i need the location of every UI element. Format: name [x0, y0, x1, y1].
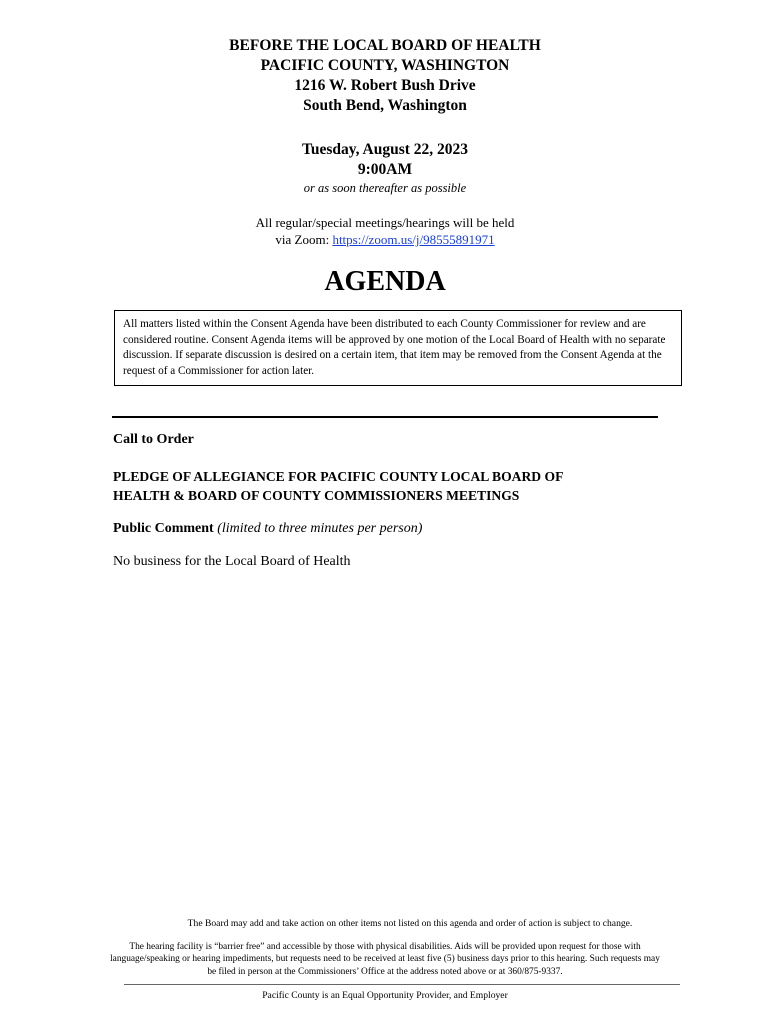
meeting-soon-note: or as soon thereafter as possible	[303, 181, 467, 195]
consent-agenda-box: All matters listed within the Consent Agenda have been distributed to each County Commissioner for review and are considered routine. Consent Agenda items will be approved by one motion of the Local Board of Health with no separate discussion. If separate discussion is desired on a certain item, that item may be removed from the Consent Agenda at the request of a Commissioner for action later.	[114, 310, 682, 386]
footer-divider	[124, 984, 680, 985]
pledge-line-1: PLEDGE OF ALLEGIANCE FOR PACIFIC COUNTY LOCAL BOARD OF	[113, 469, 564, 484]
agenda-title: AGENDA	[324, 266, 446, 297]
public-comment	[113, 520, 422, 538]
header-line-3: 1216 W. Robert Bush Drive	[294, 77, 476, 94]
document-header	[0, 36, 770, 116]
zoom-info	[0, 214, 770, 248]
meeting-datetime	[0, 140, 770, 180]
pledge-heading	[113, 467, 673, 505]
section-divider	[112, 416, 658, 418]
public-comment-note: (limited to three minutes per person)	[217, 521, 423, 536]
board-note: The Board may add and take action on other items not listed on this agenda and order of action is subject to change.	[187, 918, 633, 929]
call-to-order: Call to Order	[113, 432, 194, 447]
held-line: All regular/special meetings/hearings will be held	[255, 215, 515, 230]
zoom-prefix: via Zoom:	[275, 232, 333, 247]
pledge-line-2: HEALTH & BOARD OF COUNTY COMMISSIONERS MEETINGS	[113, 488, 520, 503]
zoom-line	[0, 231, 770, 248]
no-business-note: No business for the Local Board of Health	[113, 554, 351, 569]
zoom-link[interactable]: https://zoom.us/j/98555891971	[332, 232, 495, 247]
header-line-2: PACIFIC COUNTY, WASHINGTON	[260, 57, 510, 74]
meeting-time: 9:00AM	[357, 161, 413, 178]
meeting-date: Tuesday, August 22, 2023	[301, 141, 469, 158]
public-comment-label: Public Comment	[113, 521, 214, 536]
header-line-4: South Bend, Washington	[303, 97, 467, 114]
header-line-1: BEFORE THE LOCAL BOARD OF HEALTH	[229, 37, 541, 54]
equal-opportunity-note: Pacific County is an Equal Opportunity Provider, and Employer	[262, 990, 508, 1001]
accessibility-note: The hearing facility is “barrier free” and accessible by those with physical disabilities. Aids will be provided upon request for those with language/speaking or hearing impediments, but requests need to be received at least five (5) business days prior to this hearing. Such requests may be filed in person at the Commissioners’ Office at the address noted above or at 360/875-9337.	[110, 942, 660, 977]
